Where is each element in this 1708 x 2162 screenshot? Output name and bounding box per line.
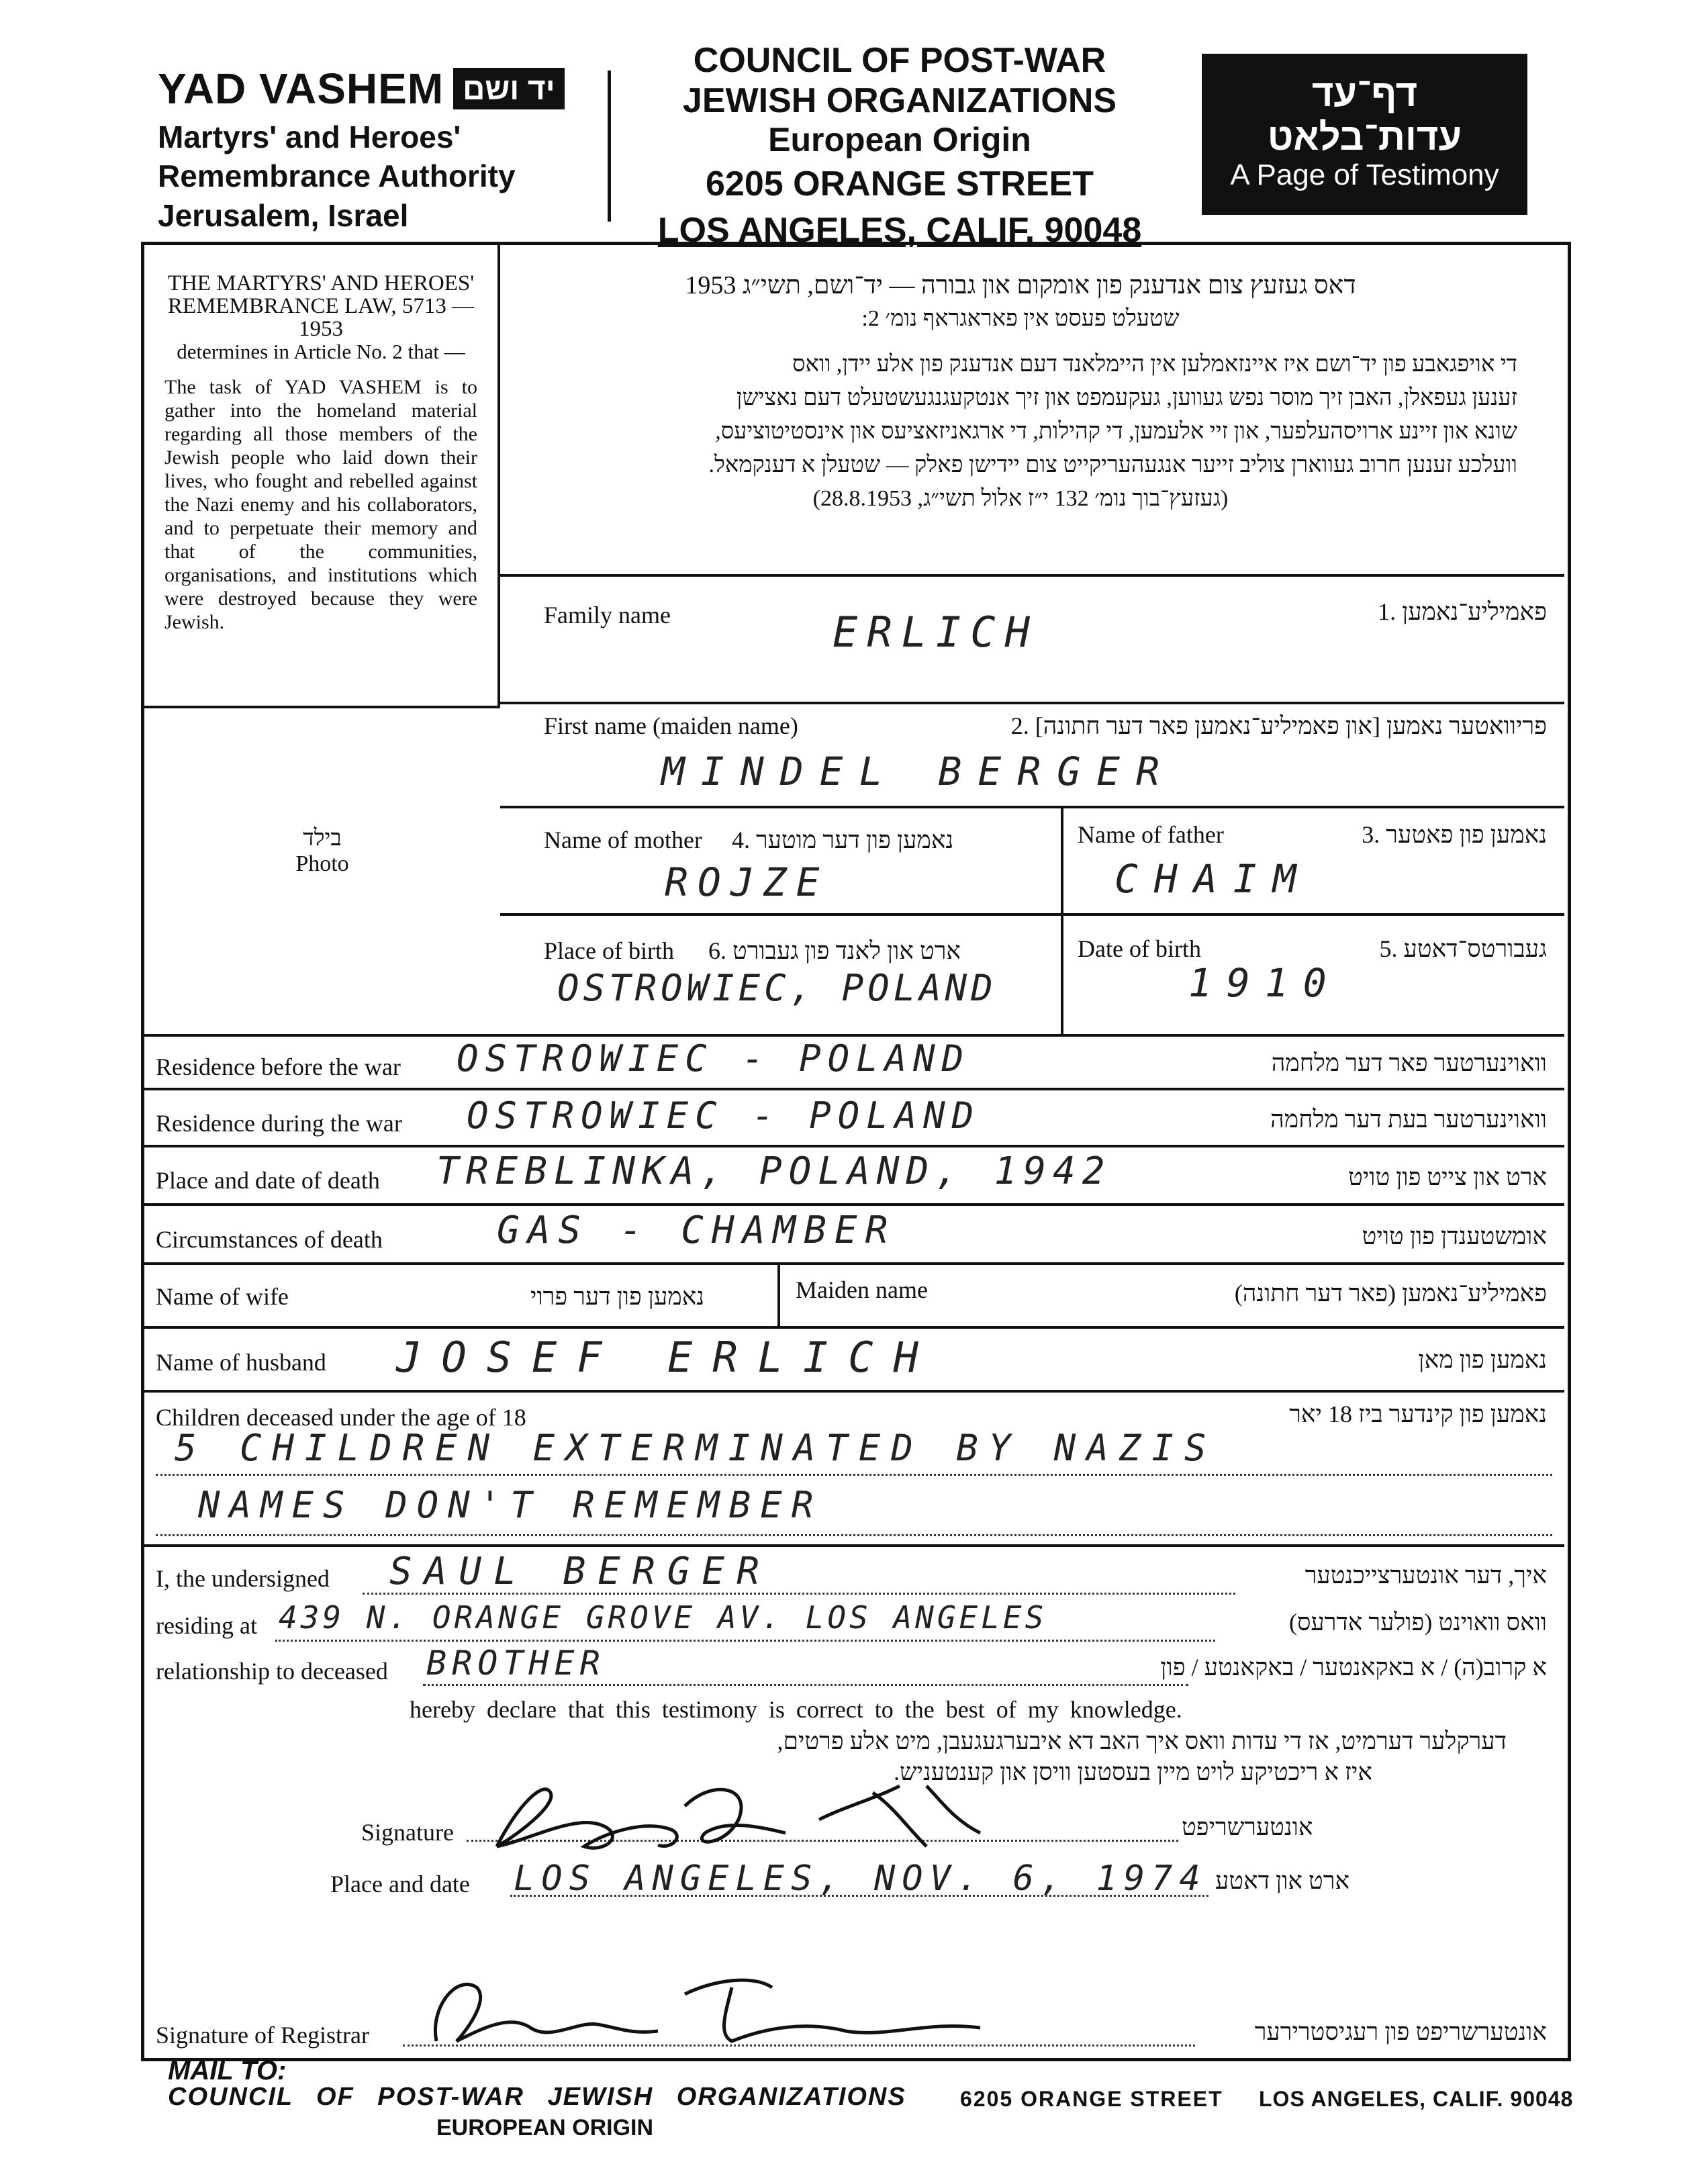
undersigned-label: I, the undersigned [156, 1565, 330, 1592]
rule-wife [141, 1326, 1564, 1329]
family-name-value[interactable]: ERLICH [833, 608, 1039, 657]
rule-wife-divider [777, 1262, 780, 1326]
husband-hebrew: נאמען פון מאן [1418, 1346, 1547, 1373]
law-subtitle: determines in Article No. 2 that — [177, 340, 465, 363]
footer-city: LOS ANGELES, CALIF. 90048 [1259, 2087, 1574, 2111]
birthplace-value[interactable]: OSTROWIEC, POLAND [557, 967, 997, 1009]
wife-hebrew: נאמען פון דער פרוי [530, 1283, 705, 1310]
birthdate-label: Date of birth [1078, 935, 1201, 962]
children-hebrew: נאמען פון קינדער ביז 18 יאר [1289, 1401, 1547, 1427]
yad-vashem-location: Jerusalem, Israel [158, 198, 409, 233]
place-date-line [510, 1895, 1208, 1897]
yad-vashem-subtitle-1: Martyrs' and Heroes' [158, 120, 461, 154]
res-during-hebrew: וואוינערטער בעת דער מלחמה [1270, 1106, 1547, 1133]
relationship-label: relationship to deceased [156, 1658, 388, 1685]
first-name-value[interactable]: MINDEL BERGER [661, 749, 1176, 794]
death-place-value[interactable]: TREBLINKA, POLAND, 1942 [436, 1149, 1112, 1193]
residing-underline [275, 1640, 1215, 1642]
photo-area [144, 826, 500, 877]
footer-street: 6205 ORANGE STREET [960, 2087, 1223, 2111]
birthplace-hebrew: ארט און לאנד פון געבורט .6 [708, 937, 961, 964]
place-date-hebrew: ארט און דאטע [1215, 1867, 1350, 1894]
residing-label: residing at [156, 1612, 257, 1639]
hebrew-law-line-3: די אויפגאבע פון יד־ושם איז איינזאמלען אין היימלאנד דעם אנדענק פון אלע יידן, וואס [792, 352, 1517, 377]
rule-family-bottom [500, 702, 1564, 704]
registrar-signature [416, 1967, 1021, 2055]
signature-scribble [470, 1766, 1021, 1867]
children-underline-2 [156, 1534, 1552, 1536]
first-name-label: First name (maiden name) [544, 712, 798, 739]
wife-label: Name of wife [156, 1283, 289, 1310]
death-place-hebrew: ארט און צייט פון טויט [1348, 1164, 1547, 1190]
signature-hebrew: אונטערשריפט [1182, 1814, 1313, 1840]
rule-husband [141, 1390, 1564, 1393]
residing-value[interactable]: 439 N. ORANGE GROVE AV. LOS ANGELES [279, 1599, 1047, 1636]
father-label: Name of father [1078, 821, 1224, 848]
maiden-label: Maiden name [796, 1276, 928, 1303]
yad-vashem-title: YAD VASHEM [158, 64, 444, 113]
declaration-statement: hereby declare that this testimony is correct to the best of my knowledge. [410, 1696, 1182, 1723]
council-line-2: JEWISH ORGANIZATIONS [682, 81, 1117, 120]
death-place-label: Place and date of death [156, 1167, 380, 1194]
hebrew-law-line-6: וועלכע זענען חרוב געווארן צוליב זייער אנגעהעריקייט צום יידישן פאלק — שטעלן א דענקמאל. [708, 453, 1517, 477]
page-of-testimony-box [1202, 54, 1527, 215]
husband-value[interactable]: JOSEF ERLICH [396, 1333, 939, 1382]
law-box [144, 245, 500, 708]
council-line-5: LOS ANGELES, CALIF. 90048 [657, 211, 1142, 250]
council-header [645, 40, 1155, 251]
footer-origin: EUROPEAN ORIGIN [436, 2115, 654, 2141]
yad-vashem-subtitle-2: Remembrance Authority [158, 158, 516, 193]
relationship-value[interactable]: BROTHER [426, 1644, 606, 1683]
registrar-line [403, 2044, 1195, 2047]
res-before-value[interactable]: OSTROWIEC - POLAND [457, 1037, 971, 1080]
footer-org: COUNCIL OF POST-WAR JEWISH ORGANIZATIONS [168, 2083, 906, 2111]
hebrew-law-line-1: דאס געזעץ צום אנדענק פון אומקום און גבורה — יד־ושם, תשי״ג 1953 [685, 271, 1356, 299]
maiden-hebrew: פאמיליע־נאמען (פאר דער חתונה) [1234, 1280, 1547, 1307]
first-name-hebrew: פריוואטער נאמען [און פאמיליע־נאמען פאר דער חתונה] .2 [1010, 712, 1547, 739]
res-during-label: Residence during the war [156, 1110, 402, 1137]
hebrew-law-line-7: (געזעץ־בוך נומ׳ 132 י״ז אלול תשי״ג, 28.8.1953) [812, 486, 1229, 511]
husband-label: Name of husband [156, 1349, 326, 1376]
father-hebrew: נאמען פון פאטער .3 [1362, 821, 1547, 848]
rule-children [141, 1544, 1564, 1547]
rule-birth-bottom [141, 1034, 1564, 1037]
birthplace-label: Place of birth [544, 937, 674, 964]
hebrew-law-line-5: שונא און זיינע ארויסהעלפער, און זיי אלעמען, די קהילות, די ארגאניזאציעס און אינסטיטוציעס, [715, 419, 1517, 444]
testimony-hebrew-1: דף־עד [1311, 72, 1418, 114]
rule-res-before [141, 1088, 1564, 1090]
testimony-english: A Page of Testimony [1230, 158, 1499, 191]
rule-res-during [141, 1145, 1564, 1147]
place-date-label: Place and date [330, 1871, 470, 1897]
undersigned-hebrew: איך, דער אונטערצייכנטער [1304, 1562, 1547, 1589]
testimony-hebrew-2: עדות־בלאט [1267, 115, 1462, 158]
header-divider [608, 70, 611, 222]
council-line-4: 6205 ORANGE STREET [706, 164, 1094, 203]
family-name-hebrew: פאמיליע־נאמען .1 [1378, 598, 1547, 625]
council-line-3: European Origin [768, 121, 1031, 158]
mother-hebrew: נאמען פון דער מוטער .4 [732, 827, 954, 853]
relationship-underline [423, 1684, 1188, 1686]
undersigned-underline [363, 1593, 1235, 1595]
declaration-hebrew-2: איז א ריכטיקע לויט מיין בעסטען וויסן און קענטעניש. [894, 1758, 1372, 1785]
relationship-hebrew: א קרוב(ה) / א באקאנטער / באקאנטע / פון [1160, 1654, 1547, 1681]
res-during-value[interactable]: OSTROWIEC - POLAND [467, 1094, 981, 1137]
mother-value[interactable]: ROJZE [665, 859, 829, 905]
place-date-value[interactable]: LOS ANGELES, NOV. 6, 1974 [514, 1859, 1207, 1899]
residing-hebrew: וואס וואוינט (פולער אדרעס) [1288, 1609, 1547, 1636]
hebrew-law-block [524, 269, 1517, 516]
children-label: Children deceased under the age of 18 [156, 1404, 526, 1431]
children-value-line-1[interactable]: 5 CHILDREN EXTERMINATED BY NAZIS [175, 1427, 1217, 1469]
birthdate-hebrew: געבורטס־דאטע .5 [1379, 935, 1547, 962]
rule-parents-divider [1061, 806, 1063, 1034]
mother-label: Name of mother [544, 827, 702, 853]
yad-vashem-header [158, 64, 614, 236]
rule-law-bottom [500, 574, 1564, 577]
undersigned-value[interactable]: SAUL BERGER [389, 1550, 771, 1593]
declaration-hebrew-1: דערקלער דערמיט, אז די עדות וואס איך האב דא איבערגעגעבן, מיט אלע פרטים, [777, 1728, 1507, 1754]
res-before-label: Residence before the war [156, 1053, 401, 1080]
hebrew-law-line-2: שטעלט פעסט אין פאראגראף נומ׳ 2: [861, 306, 1180, 331]
law-body: The task of YAD VASHEM is to gather into the homeland material regarding all those members of the Jewish people who laid down their lives, who fought and rebelled against the Nazi enemy and his collaborators, and to perpetuate their memory and that of the communities, organisations, and institutions which were destroyed because they were Jewish. [164, 376, 477, 633]
children-value-line-2[interactable]: NAMES DON'T REMEMBER [198, 1484, 823, 1526]
family-name-label: Family name [544, 602, 671, 628]
rule-parents-bottom [500, 913, 1564, 916]
rule-first-bottom [500, 806, 1564, 808]
rule-death-place [141, 1203, 1564, 1206]
death-circ-label: Circumstances of death [156, 1226, 383, 1253]
birthdate-value[interactable]: 1910 [1188, 960, 1341, 1006]
death-circ-value[interactable]: GAS - CHAMBER [497, 1209, 896, 1252]
registrar-label: Signature of Registrar [156, 2022, 369, 2049]
photo-english: Photo [295, 851, 349, 876]
photo-hebrew: בילד [303, 826, 342, 851]
death-circ-hebrew: אומשטענדן פון טויט [1362, 1223, 1547, 1250]
council-line-1: COUNCIL OF POST-WAR [693, 41, 1106, 80]
children-underline-1 [156, 1474, 1552, 1476]
hebrew-law-line-4: זענען געפאלן, האבן זיך מוסר נפש געווען, געקעמפט און זיך אנטקעגנגעשטעלט דעם נאצישן [736, 385, 1517, 410]
father-value[interactable]: CHAIM [1114, 856, 1313, 902]
law-title: THE MARTYRS' AND HEROES' REMEMBRANCE LAW, 5713 — 1953 [167, 271, 475, 341]
registrar-hebrew: אונטערשריפט פון רעגיסטרירער [1254, 2018, 1547, 2045]
signature-label: Signature [361, 1819, 454, 1846]
rule-death-circ [141, 1262, 1564, 1265]
res-before-hebrew: וואוינערטער פאר דער מלחמה [1271, 1049, 1547, 1076]
mail-to: MAIL TO: [168, 2056, 287, 2085]
yad-vashem-hebrew-logo: יד ושם [453, 68, 564, 109]
